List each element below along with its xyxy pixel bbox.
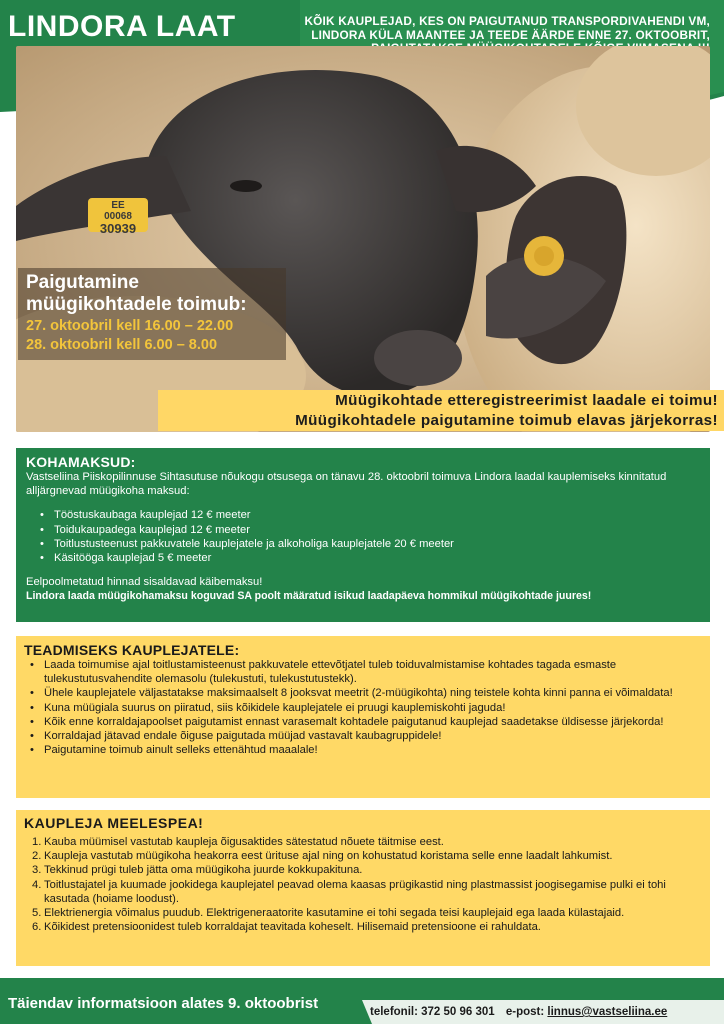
placement-time-1: 27. oktoobril kell 16.00 – 22.00 (26, 318, 234, 334)
reminder-item: Toitlustajatel ja kuumade jookidega kauplejatel peavad olema kaasas prügikastid ning plastmassist joogisegamise pulki ei tohi kasutada (hoiame loodust). (44, 878, 666, 905)
teadmiseks-heading: TEADMISEKS KAUPLEJATELE: (24, 642, 240, 658)
header-notice: KÕIK KAUPLEJAD, KES ON PAIGUTANUD TRANSPORDIVAHENDI VM, LINDORA KÜLA MAANTEE JA TEEDE ÄÄRDE ENNE 27. OKTOOBRIT, (304, 14, 710, 42)
info-item: • Ühele kauplejatele väljastatakse maksimaalselt 8 jooksvat meetrit (2-müügikohta) ning teistele kohta kinni panna ei võimaldata! (44, 686, 700, 700)
banner-line-2: Müügikohtadele paigutamine toimub elavas järjekorras! (158, 410, 724, 431)
footer-contact (370, 1006, 667, 1018)
banner-line-1: Müügikohtade etteregistreerimist laadale ei toimu! (158, 390, 724, 411)
reminder-item: Kaupleja vastutab müügikoha heakorra eest ürituse ajal ning on kohustatud koristama selle enne laadalt lahkumist. (44, 850, 613, 863)
fee-item: • Tööstuskaubaga kauplejad 12 € meeter (54, 508, 700, 522)
info-item: • Korraldajad jätavad endale õiguse paigutada müüjad vastavalt kaubagruppidele! (44, 729, 700, 743)
sheep-illustration (16, 46, 710, 432)
vat-note: Eelpoolmetatud hinnad sisaldavad käibemaksu! (26, 576, 263, 589)
meelespea-section (16, 810, 710, 966)
ear-tag-line1: EE (111, 200, 125, 211)
reminder-item: Kõikidest pretensioonidest tuleb korraldajat teavitada koheselt. Hilisemaid pretensioone ei rahuldata. (44, 921, 541, 934)
collection-note: Lindora laada müügikohamaksu koguvad SA poolt määratud isikud laadapäeva hommikul müügikohtade juures! (26, 590, 592, 603)
footer-phone: telefonil: 372 50 96 301 (370, 1006, 495, 1018)
info-list (24, 658, 700, 757)
reminder-list (24, 835, 700, 934)
reminder-item: Elektrienergia võimalus puudub. Elektrigeneraatorite kasutamine ei tohi segada teisi kauplejaid ega laada külastajaid. (44, 907, 625, 920)
fee-item: • Käsitööga kauplejad 5 € meeter (54, 551, 700, 565)
ear-tag-line2: 00068 (104, 211, 132, 222)
placement-time-2: 28. oktoobril kell 6.00 – 8.00 (26, 337, 218, 353)
kohamaksud-heading: KOHAMAKSUD: (26, 454, 136, 470)
kohamaksud-section (16, 448, 710, 622)
fee-item: • Toidukaupadega kauplejad 12 € meeter (54, 523, 700, 537)
reminder-item: Kauba müümisel vastutab kaupleja õigusaktides sätestatud nõuete täitmise eest. (44, 836, 444, 848)
kohamaksud-intro: Vastseliina Piiskopilinnuse Sihtasutuse nõukogu otsusega on tänavu 28. oktoobril toimuva Lindora laadal kauplemiseks kinnitatud alljärgnevad müügikoha maksud: (26, 471, 667, 498)
reminder-item: Tekkinud prügi tuleb jätta oma müügikoha juurde kokkupakituna. (44, 864, 363, 877)
info-item: • Paigutamine toimub ainult selleks ettenähtud maaalale! (44, 743, 700, 757)
info-item: • Laada toimumise ajal toitlustamisteenust pakkuvatele ettevõtjatel tuleb toiduvalmistamise kohtades tagada esmaste tulekustutusvahendite olemasolu (tulekustuti, tulekustutustekk). (44, 658, 700, 686)
sheep-photo (16, 46, 710, 432)
footer (0, 978, 724, 1024)
teadmiseks-section (16, 636, 710, 798)
footer-email-label: e-post: (505, 1006, 545, 1018)
meelespea-heading: KAUPLEJA MEELESPEA! (24, 815, 204, 831)
info-item: • Kuna müügiala suurus on piiratud, siis kõikidele kauplejatele ei pruugi kauplemiskohti jaguda! (44, 701, 700, 715)
fee-list (26, 508, 700, 565)
footer-email-link[interactable]: linnus@vastseliina.ee (547, 1006, 668, 1018)
footer-info: Täiendav informatsioon alates 9. oktoobrist (8, 995, 319, 1012)
page-title: LINDORA LAAT (8, 10, 236, 43)
placement-heading: Paigutamine müügikohtadele toimub: (26, 272, 247, 315)
info-item: • Kõik enne korraldajapoolset paigutamist ennast varasemalt kohtadele paigutanud kauplejad saadetakse üldisesse järjekorda! (44, 715, 700, 729)
ear-tag-number: 30939 (99, 221, 137, 236)
fee-item: • Toitlustusteenust pakkuvatele kauplejatele ja alkoholiga kauplejatele 20 € meeter (54, 537, 700, 551)
